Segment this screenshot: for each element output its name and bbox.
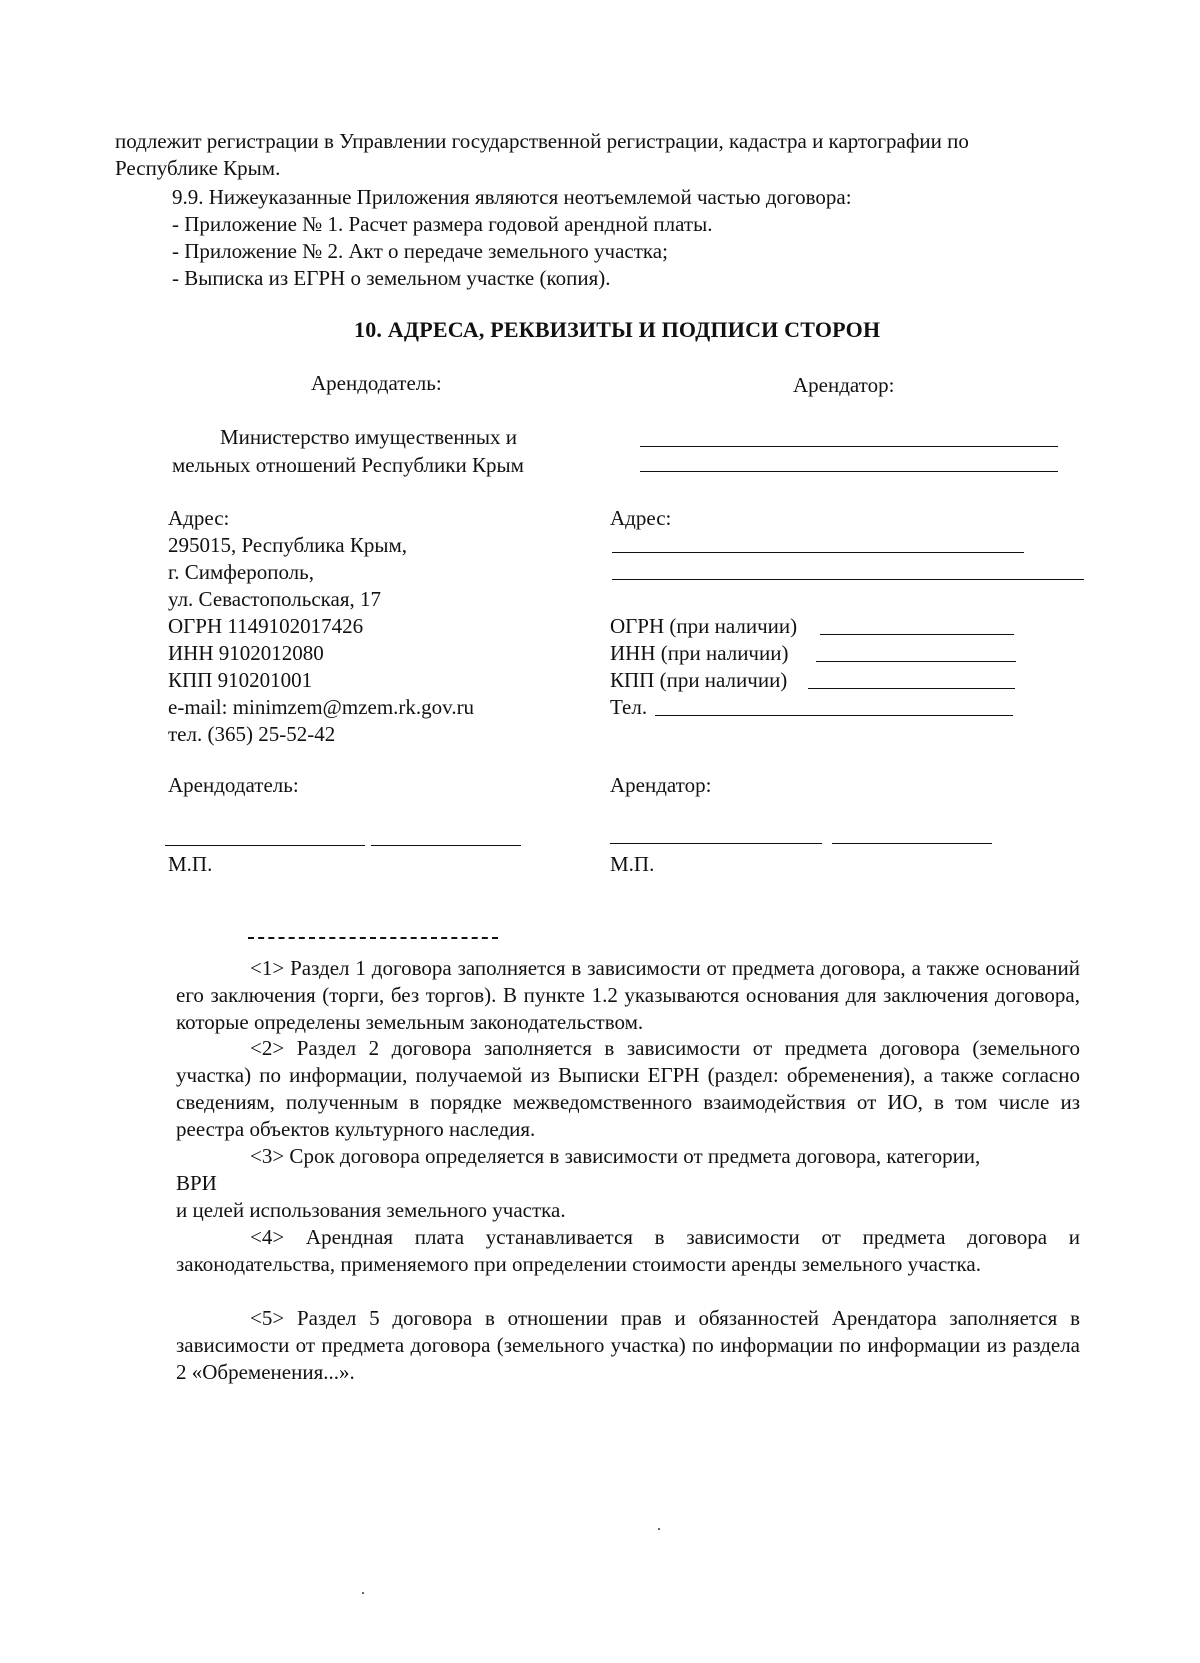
landlord-name-line-1: Министерство имущественных и <box>220 425 517 449</box>
landlord-inn: ИНН 9102012080 <box>168 641 324 665</box>
tenant-kpp-blank[interactable] <box>808 688 1015 689</box>
tenant-name-blank-1[interactable] <box>640 446 1058 447</box>
tenant-address-blank-2[interactable] <box>612 579 1084 580</box>
tenant-signature-label: Арендатор: <box>610 773 712 797</box>
tenant-heading: Арендатор: <box>793 373 895 397</box>
clause-9-9: 9.9. Нижеуказанные Приложения являются неотъемлемой частью договора: <box>172 185 852 209</box>
landlord-kpp: КПП 910201001 <box>168 668 313 692</box>
tenant-inn-label: ИНН (при наличии) <box>610 641 789 665</box>
landlord-email: e-mail: minimzem@mzem.rk.gov.ru <box>168 695 475 719</box>
landlord-stamp-mark: М.П. <box>168 852 213 876</box>
appendix-2-item: - Приложение № 2. Акт о передаче земельного участка; <box>172 239 668 263</box>
footnote-1: <1> Раздел 1 договора заполняется в зависимости от предмета договора, а также оснований его заключения (торги, без торгов). В пункте 1.2 указываются основания для заключения договора, которые определены земельным законодательством. <box>176 956 1080 1034</box>
landlord-signature-line[interactable] <box>165 845 365 846</box>
landlord-address-line-1: 295015, Республика Крым, <box>168 533 408 557</box>
tenant-inn-blank[interactable] <box>816 661 1016 662</box>
footnote-3-line-3: и целей использования земельного участка. <box>176 1198 566 1222</box>
section-10-title: 10. АДРЕСА, РЕКВИЗИТЫ И ПОДПИСИ СТОРОН <box>354 317 881 342</box>
tenant-ogrn-label: ОГРН (при наличии) <box>610 614 798 638</box>
landlord-address-line-2: г. Симферополь, <box>168 560 314 584</box>
landlord-address-label: Адрес: <box>168 506 230 530</box>
tenant-name-blank-2[interactable] <box>640 471 1058 472</box>
tenant-ogrn-blank[interactable] <box>820 634 1014 635</box>
footnote-separator <box>248 937 498 939</box>
appendix-1-item: - Приложение № 1. Расчет размера годовой арендной платы. <box>172 212 713 236</box>
footnote-2: <2> Раздел 2 договора заполняется в зависимости от предмета договора (земельного участка) по информации, получаемой из Выписки ЕГРН (раздел: обременения), а также согласно сведениям, полученным в порядке межведомственного взаимодействия от ИО, в том числе из реестра объектов культурного наследия. <box>176 1036 1080 1141</box>
tenant-phone-label: Тел. <box>610 695 648 719</box>
tenant-kpp-label: КПП (при наличии) <box>610 668 788 692</box>
tenant-stamp-mark: М.П. <box>610 852 655 876</box>
landlord-signature-label: Арендодатель: <box>168 773 299 797</box>
tenant-address-blank-1[interactable] <box>612 552 1024 553</box>
landlord-heading: Арендодатель: <box>311 371 442 395</box>
tenant-signature-line[interactable] <box>610 843 822 844</box>
landlord-ogrn: ОГРН 1149102017426 <box>168 614 364 638</box>
intro-line-2: Республике Крым. <box>115 156 281 180</box>
landlord-signature-name-line[interactable] <box>371 845 521 846</box>
tenant-address-label: Адрес: <box>610 506 672 530</box>
egrn-extract-item: - Выписка из ЕГРН о земельном участке (копия). <box>172 266 611 290</box>
intro-line-1: подлежит регистрации в Управлении государственной регистрации, кадастра и картографии по <box>115 129 969 153</box>
scan-speck <box>362 1592 364 1594</box>
tenant-phone-blank[interactable] <box>655 715 1013 716</box>
footnote-4: <4> Арендная плата устанавливается в зависимости от предмета договора и законодательства, применяемого при определении стоимости аренды земельного участка. <box>176 1225 1080 1276</box>
landlord-address-line-3: ул. Севастопольская, 17 <box>168 587 382 611</box>
scan-speck <box>658 1528 660 1530</box>
landlord-name-line-2: мельных отношений Республики Крым <box>172 453 524 477</box>
tenant-signature-name-line[interactable] <box>832 843 992 844</box>
footnote-5: <5> Раздел 5 договора в отношении прав и обязанностей Арендатора заполняется в зависимости от предмета договора (земельного участка) по информации по информации из раздела 2 «Обременения...». <box>176 1306 1080 1384</box>
landlord-phone: тел. (365) 25-52-42 <box>168 722 336 746</box>
footnote-3-line-1: <3> Срок договора определяется в зависимости от предмета договора, категории, <box>250 1144 981 1168</box>
footnote-3-line-2: ВРИ <box>176 1171 217 1195</box>
